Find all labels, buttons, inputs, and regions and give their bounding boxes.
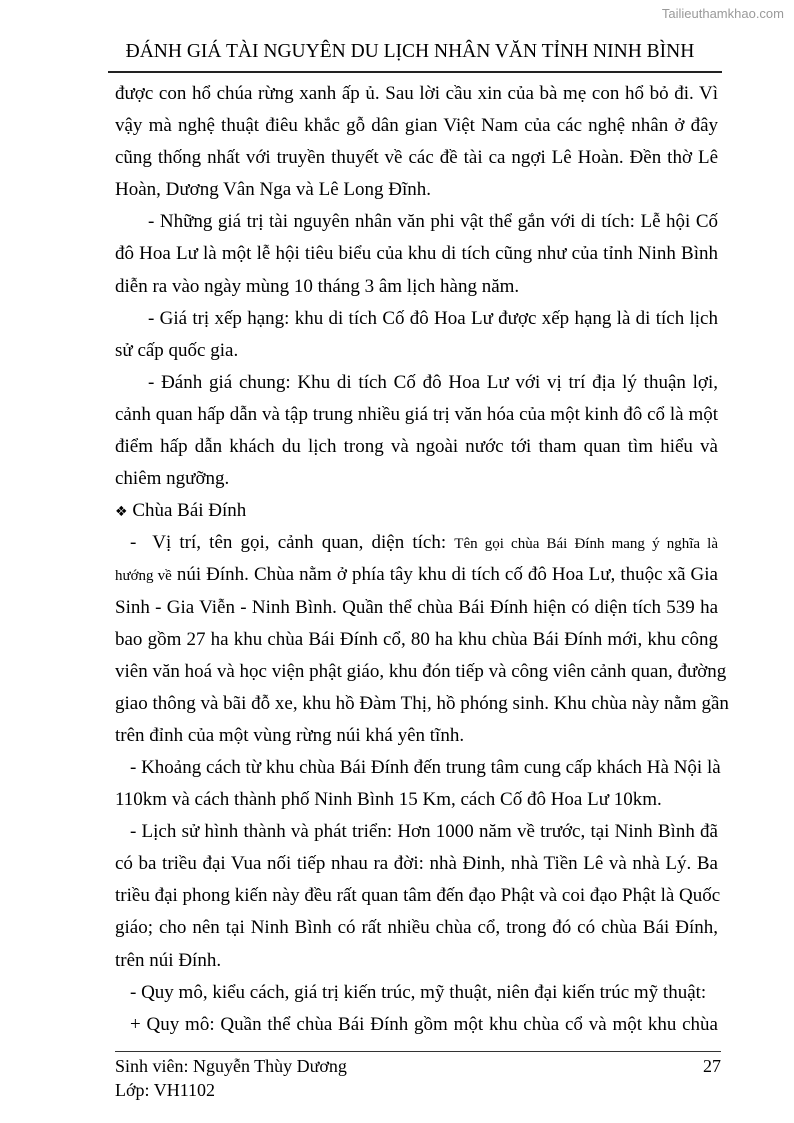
text-line: - Đánh giá chung: Khu di tích Cố đô Hoa Lư với vị trí địa lý thuận lợi, (148, 371, 718, 393)
text-line: + Quy mô: Quần thể chùa Bái Đính gồm một khu chùa cổ và một khu chùa (130, 1013, 718, 1035)
text-line: - Những giá trị tài nguyên nhân văn phi vật thể gắn với di tích: Lễ hội Cố (148, 211, 718, 233)
text-line: - Giá trị xếp hạng: khu di tích Cố đô Hoa Lư được xếp hạng là di tích lịch (148, 307, 718, 329)
footer-student: Sinh viên: Nguyễn Thùy Dương (115, 1056, 347, 1076)
document-body (115, 78, 729, 1041)
text-line: viên văn hoá và học viện phật giáo, khu đón tiếp và công viên cảnh quan, đường (115, 660, 727, 682)
text-line: bao gồm 27 ha khu chùa Bái Đính cổ, 80 ha khu chùa Bái Đính mới, khu công (115, 628, 718, 650)
header-rule (108, 71, 722, 73)
footer-rule (115, 1051, 721, 1052)
small-text-segment: hướng về (115, 568, 172, 585)
text-line: trên núi Đính. (115, 949, 222, 971)
text-segment: - Vị trí, tên gọi, cảnh quan, diện tích: (130, 532, 455, 554)
text-line: đô Hoa Lư là một lễ hội tiêu biểu của khu di tích cũng như của tỉnh Ninh Bình (115, 243, 718, 265)
section-heading-text: Chùa Bái Đính (132, 500, 247, 522)
text-line: triều đại phong kiến này đều rất quan tâm đến đạo Phật và coi đạo Phật là Quốc (115, 885, 721, 907)
text-line: Hoàn, Dương Vân Nga và Lê Long Đĩnh. (115, 179, 432, 201)
text-line: diễn ra vào ngày mùng 10 tháng 3 âm lịch hàng năm. (115, 275, 520, 297)
text-line: cảnh quan hấp dẫn và tập trung nhiều giá trị văn hóa của một kinh đô cổ là một (115, 403, 718, 425)
small-text-segment: Tên gọi chùa Bái Đính mang ý nghĩa là (454, 536, 719, 553)
text-line: trên đỉnh của một vùng rừng núi khá yên tĩnh. (115, 724, 465, 746)
text-line: Sinh - Gia Viễn - Ninh Bình. Quần thể chùa Bái Đính hiện có diện tích 539 ha (115, 596, 718, 618)
watermark: Tailieuthamkhao.com (661, 6, 784, 21)
diamond-bullet-icon: ❖ (115, 504, 128, 521)
text-line: có ba triều đại Vua nối tiếp nhau ra đời: nhà Đinh, nhà Tiền Lê và nhà Lý. Ba (115, 853, 718, 875)
running-header: ĐÁNH GIÁ TÀI NGUYÊN DU LỊCH NHÂN VĂN TỈNH NINH BÌNH (125, 41, 695, 62)
text-line: giáo; cho nên tại Ninh Bình có rất nhiều chùa cổ, trong đó có chùa Bái Đính, (115, 917, 718, 939)
text-line: - Quy mô, kiểu cách, giá trị kiến trúc, mỹ thuật, niên đại kiến trúc mỹ thuật: (130, 981, 707, 1003)
page-number: 27 (703, 1056, 721, 1076)
section-heading (115, 495, 718, 527)
text-line: điểm hấp dẫn khách du lịch trong và ngoài nước tới tham quan tìm hiểu và (115, 436, 718, 458)
text-line: - Khoảng cách từ khu chùa Bái Đính đến trung tâm cung cấp khách Hà Nội là (130, 756, 721, 778)
text-line: chiêm ngưỡng. (115, 468, 230, 490)
text-line: giao thông và bãi đỗ xe, khu hồ Đàm Thị, hồ phóng sinh. Khu chùa này nằm gần (115, 692, 729, 714)
text-line (115, 527, 718, 559)
text-line: vậy mà nghệ thuật điêu khắc gỗ dân gian Việt Nam của các nghệ nhân ở đây (115, 115, 718, 137)
text-line: - Lịch sử hình thành và phát triển: Hơn 1000 năm về trước, tại Ninh Bình đã (130, 821, 718, 843)
footer (115, 1056, 721, 1077)
text-segment: núi Đính. Chùa nằm ở phía tây khu di tích cố đô Hoa Lư, thuộc xã Gia (171, 564, 718, 586)
text-line: cũng thống nhất với truyền thuyết về các đề tài ca ngợi Lê Hoàn. Đền thờ Lê (115, 147, 718, 169)
text-line (115, 559, 718, 591)
text-line: 110km và cách thành phố Ninh Bình 15 Km, cách Cố đô Hoa Lư 10km. (115, 789, 662, 811)
footer-class: Lớp: VH1102 (115, 1080, 216, 1100)
text-line: sử cấp quốc gia. (115, 339, 239, 361)
text-line: được con hổ chúa rừng xanh ấp ủ. Sau lời cầu xin của bà mẹ con hổ bỏ đi. Vì (115, 83, 718, 104)
